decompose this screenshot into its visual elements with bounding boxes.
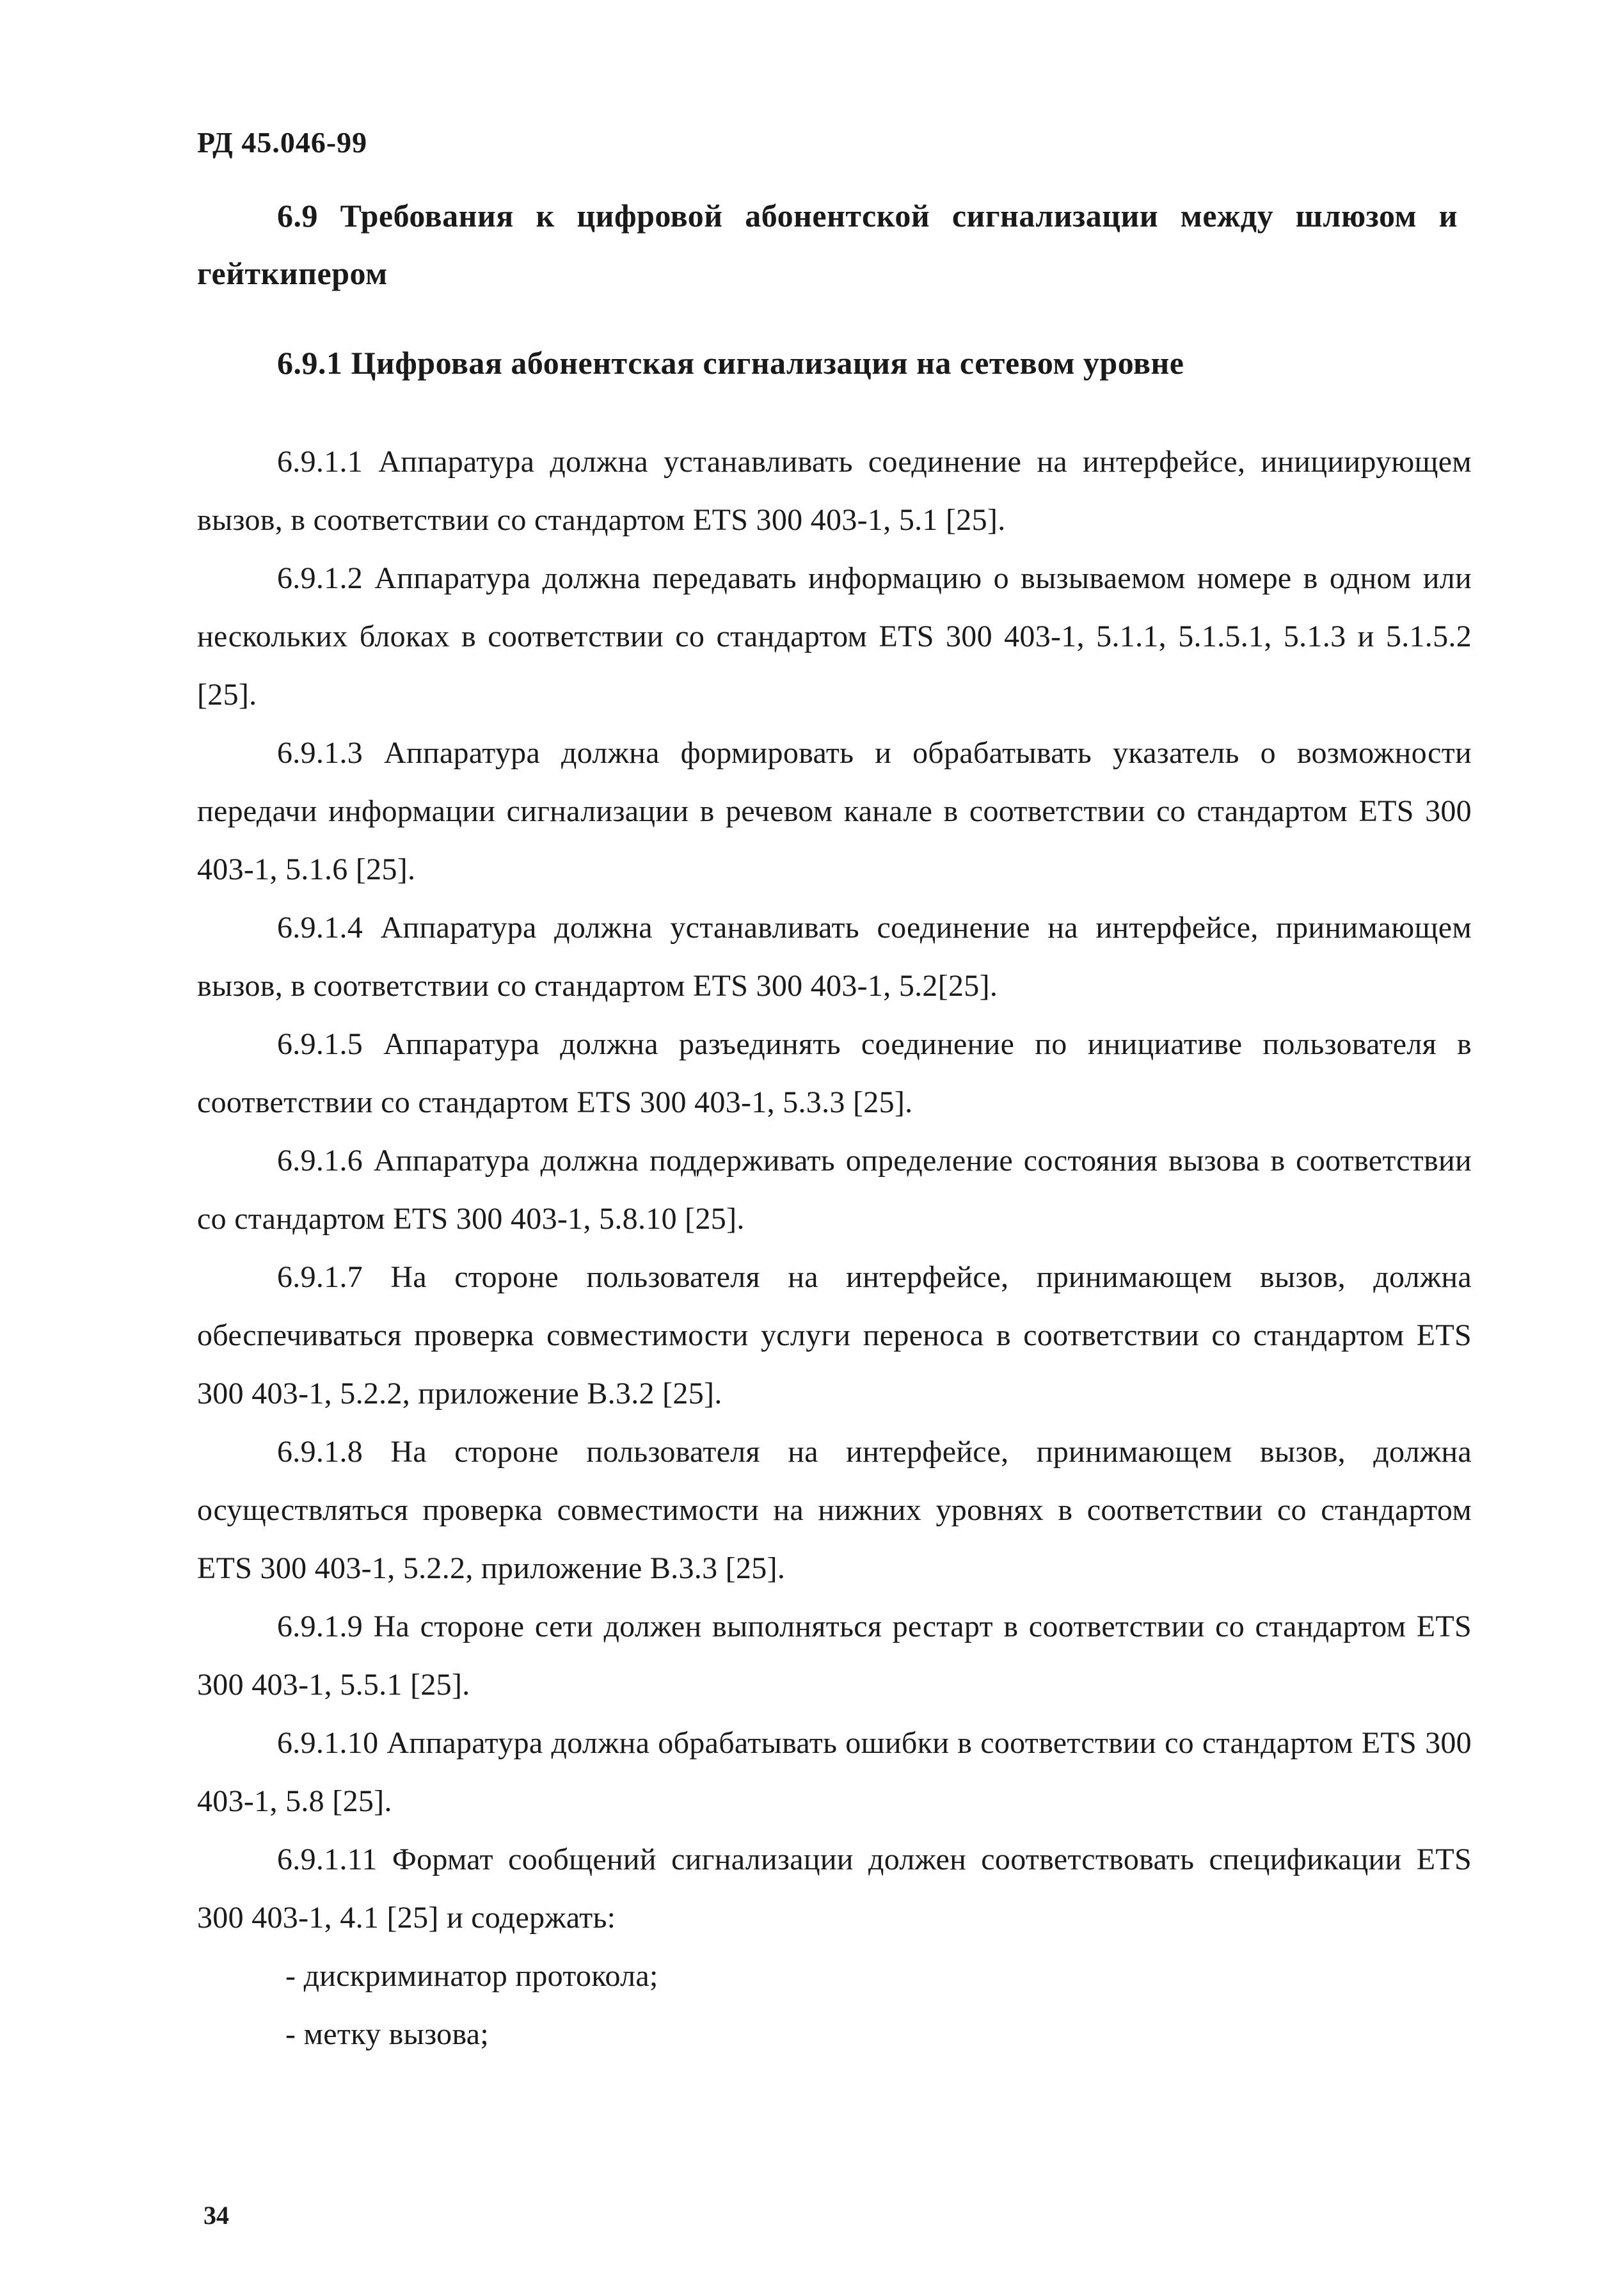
paragraph-6-9-1-4: 6.9.1.4 Аппаратура должна устанавливать соединение на интерфейсе, принимающем вызов, в соответствии со стандартом ETS 300 403-1, 5.2[25].: [197, 911, 1472, 1003]
subsection-title: 6.9.1 Цифровая абонентская сигнализация на сетевом уровне: [277, 345, 1184, 381]
paragraph-6-9-1-7: 6.9.1.7 На стороне пользователя на интерфейсе, принимающем вызов, должна обеспечиваться проверка совместимости услуги переноса в соответствии со стандартом ETS 300 403-1, 5.2.2, приложение В.3.2 [25].: [197, 1260, 1472, 1411]
paragraph-6-9-1-5: 6.9.1.5 Аппаратура должна разъединять соединение по инициативе пользователя в соответствии со стандартом ETS 300 403-1, 5.3.3 [25].: [197, 1027, 1472, 1119]
paragraph-6-9-1-11: 6.9.1.11 Формат сообщений сигнализации должен соответствовать спецификации ETS 300 403-1, 4.1 [25] и содержать:: [197, 1842, 1472, 1935]
page-number: 34: [203, 2201, 229, 2230]
paragraph-6-9-1-9: 6.9.1.9 На стороне сети должен выполняться рестарт в соответствии со стандартом ETS 300 403-1, 5.5.1 [25].: [197, 1610, 1472, 1702]
paragraph-6-9-1-6: 6.9.1.6 Аппаратура должна поддерживать определение состояния вызова в соответствии со стандартом ETS 300 403-1, 5.8.10 [25].: [197, 1144, 1472, 1236]
list-item: - дискриминатор протокола;: [285, 1959, 658, 1993]
paragraph-6-9-1-8: 6.9.1.8 На стороне пользователя на интерфейсе, принимающем вызов, должна осуществляться проверка совместимости на нижних уровнях в соответствии со стандартом ETS 300 403-1, 5.2.2, приложение В.3.3 [25].: [197, 1435, 1472, 1585]
paragraph-6-9-1-2: 6.9.1.2 Аппаратура должна передавать информацию о вызываемом номере в одном или нескольких блоках в соответствии со стандартом ETS 300 403-1, 5.1.1, 5.1.5.1, 5.1.3 и 5.1.5.2 [25].: [197, 561, 1472, 712]
document-code: РД 45.046-99: [197, 126, 368, 159]
section-title: 6.9 Требования к цифровой абонентской сигнализации между шлюзом и гейткипером: [197, 198, 1458, 291]
paragraph-6-9-1-10: 6.9.1.10 Аппаратура должна обрабатывать ошибки в соответствии со стандартом ETS 300 403-1, 5.8 [25].: [197, 1726, 1472, 1818]
paragraph-6-9-1-3: 6.9.1.3 Аппаратура должна формировать и обрабатывать указатель о возможности передачи информации сигнализации в речевом канале в соответствии со стандартом ETS 300 403-1, 5.1.6 [25].: [197, 736, 1472, 886]
document-body: [197, 433, 1472, 2063]
list-item: - метку вызова;: [285, 2017, 490, 2051]
paragraph-6-9-1-1: 6.9.1.1 Аппаратура должна устанавливать соединение на интерфейсе, инициирующем вызов, в соответствии со стандартом ETS 300 403-1, 5.1 [25].: [197, 445, 1472, 537]
